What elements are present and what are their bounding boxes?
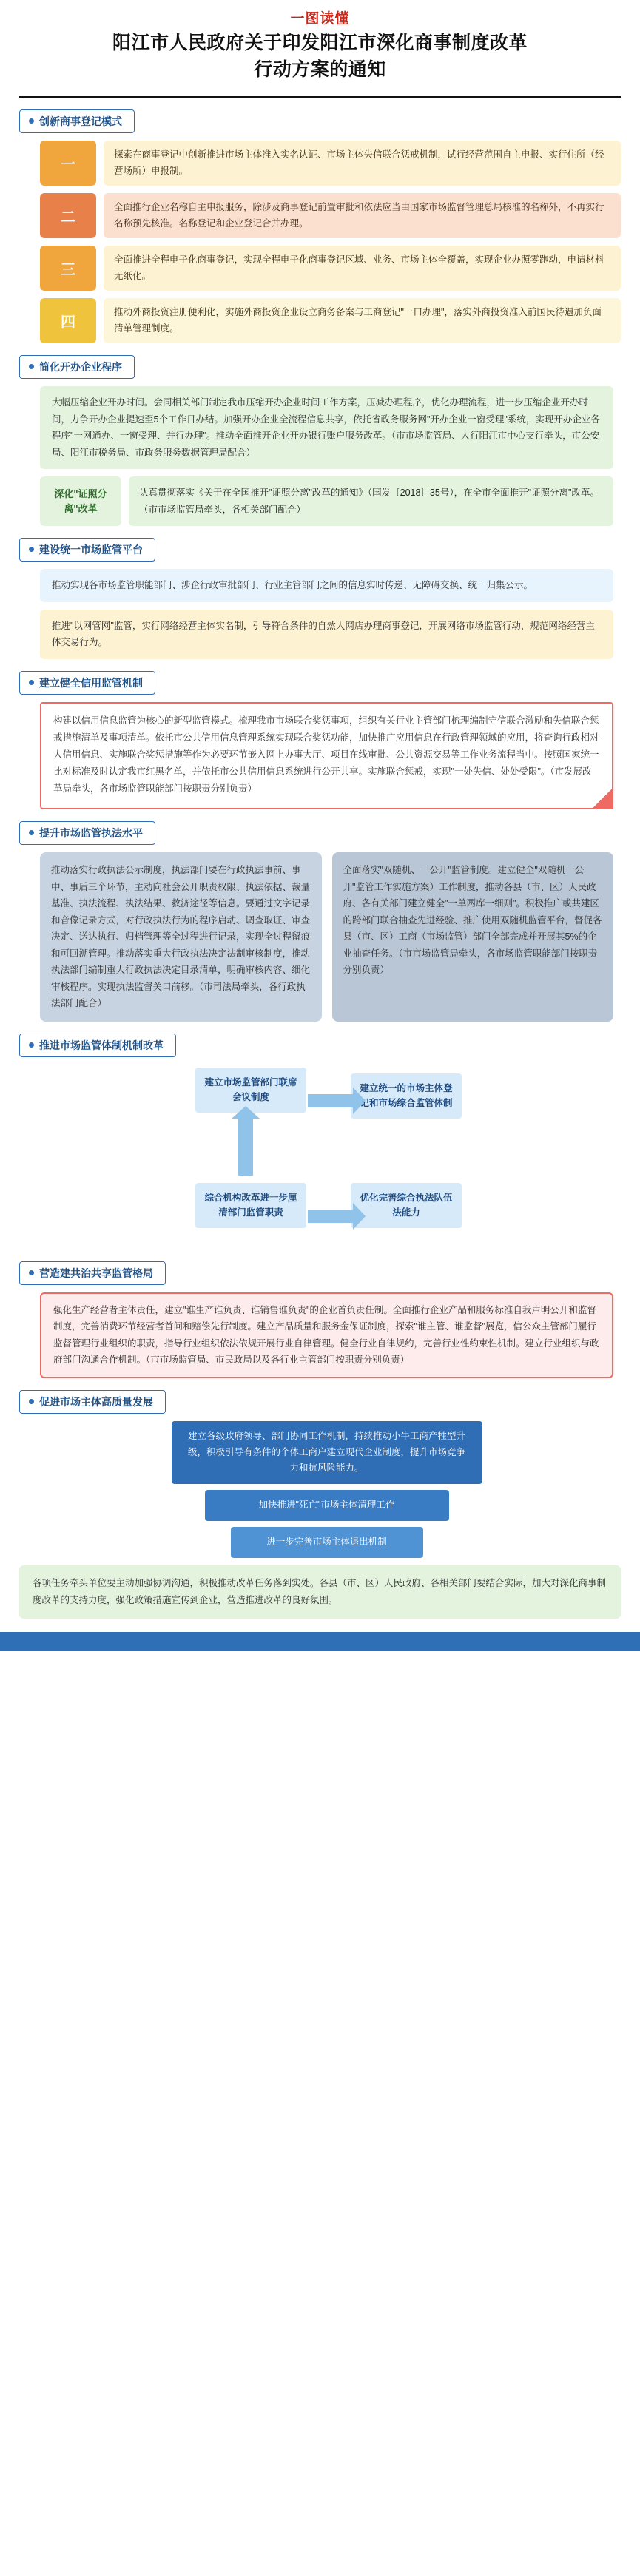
flow-diagram	[40, 1065, 613, 1250]
section-7-body	[19, 1292, 621, 1378]
subitem-label: 深化"证照分离"改革	[40, 476, 121, 526]
section-5-heading	[19, 821, 155, 845]
item-text: 全面推进全程电子化商事登记，实现全程电子化商事登记区域、业务、市场主体全覆盖，实现企业办照零跑动，申请材料无纸化。	[104, 246, 621, 291]
bullet-icon	[29, 1042, 34, 1048]
section-3-heading	[19, 538, 155, 562]
header-divider	[19, 96, 621, 98]
flow-arrow-up-icon	[238, 1118, 253, 1176]
section-1-heading-text: 创新商事登记模式	[39, 115, 122, 127]
bottom-note: 各项任务牵头单位要主动加强协调沟通，积极推动改革任务落到实处。各县（市、区）人民政府、各相关部门要结合实际，加大对深化商事制度改革的支持力度，强化政策措施宣传到企业，营造推进改革的良好氛围。	[19, 1565, 621, 1619]
section-3	[0, 538, 640, 659]
list-item	[40, 141, 621, 186]
item-number-badge: 四	[40, 298, 96, 343]
section-5-column-left: 推动落实行政执法公示制度，执法部门要在行政执法事前、事中、事后三个环节，主动向社会公开职责权限、执法依据、裁量基准、执法流程、执法结果、救济途径等信息。要通过文字记录和音像记录方式，对行政执法行为的程序启动、调查取证、审查决定、送达执行、归档管理等全过程进行记录，实现全过程留痕和可回溯管理。推动落实重大行政执法决定法制审核制度，推动执法部门编制重大行政执法决定目录清单，明确审核内容、细化审核程序。实现执法监督关口前移。（市司法局牵头，各行政执法部门配合）	[40, 852, 322, 1022]
page-title-line1: 阳江市人民政府关于印发阳江市深化商事制度改革	[112, 33, 528, 53]
subitem-text: 认真贯彻落实《关于在全国推开"证照分离"改革的通知》（国发〔2018〕35号），在全市全面推开"证照分离"改革。（市市场监管局牵头，各相关部门配合）	[129, 476, 613, 526]
flow-node-1: 建立市场监管部门联席会议制度	[195, 1068, 306, 1113]
section-6-heading	[19, 1034, 176, 1057]
bullet-icon	[29, 830, 34, 835]
section-2-subitem	[40, 476, 613, 526]
flow-arrow-right-bottom-icon	[308, 1210, 354, 1223]
section-1-body	[19, 141, 621, 343]
item-text: 全面推行企业名称自主申报服务，除涉及商事登记前置审批和依法应当由国家市场监督管理总局核准的名称外，不再实行名称预先核准。名称登记和企业登记合并办理。	[104, 193, 621, 238]
section-2-heading-text: 简化开办企业程序	[39, 361, 122, 373]
page-title-line2: 行动方案的通知	[254, 58, 386, 80]
section-8	[0, 1390, 640, 1558]
section-7-heading	[19, 1261, 166, 1285]
section-7	[0, 1261, 640, 1378]
section-2-paragraph: 大幅压缩企业开办时间。会同相关部门制定我市压缩开办企业时间工作方案，压减办理程序，优化办理流程，进一步压缩企业开办时间，力争开办企业提速至5个工作日办结。加强开办企业全流程信息共享，依托省政务服务网"开办企业一窗受理"系统，实现开办企业各程序"一网通办、一窗受理、并行办理"。推动全面推开企业开办银行账户服务改革。（市市场监管局、人行阳江市中心支行牵头，市公安局、阳江市税务局、市政务服务数据管理局配合）	[40, 386, 613, 469]
bullet-icon	[29, 364, 34, 369]
list-item	[40, 193, 621, 238]
section-7-heading-text: 营造建共治共享监管格局	[39, 1267, 153, 1279]
flow-node-3: 综合机构改革进一步厘清部门监管职责	[195, 1183, 306, 1228]
bullet-icon	[29, 1399, 34, 1404]
section-8-body	[19, 1421, 621, 1558]
bullet-icon	[29, 547, 34, 552]
section-3-card-1: 推动实现各市场监管职能部门、涉企行政审批部门、行业主管部门之间的信息实时传递、无障碍交换、统一归集公示。	[40, 569, 613, 602]
list-item	[40, 298, 621, 343]
section-1	[0, 109, 640, 343]
section-5	[0, 821, 640, 1022]
flow-node-4: 优化完善综合执法队伍法能力	[351, 1183, 462, 1228]
list-item	[40, 246, 621, 291]
page-title	[15, 30, 625, 83]
page-header	[0, 0, 640, 90]
section-2-body	[19, 386, 621, 526]
section-7-card: 强化生产经营者主体责任，建立"谁生产谁负责、谁销售谁负责"的企业首负责任制。全面推行企业产品和服务标准自我声明公开和监督制度，完善消费环节经营者首问和赔偿先行制度。建立产品质量和服务金保证制度，探索"谁主管、谁监督"展览，信公众主管部门履行监督管理行业组织的职责，指导行业组织依法依规开展行业自律管理。健全行业自律规约，完善行业性约束性机制。建立行业组织与政府部门沟通合作机制。（市市场监管局、市民政局以及各行业主管部门按职责分别负责）	[40, 1292, 613, 1378]
section-8-heading-text: 促进市场主体高质量发展	[39, 1395, 153, 1408]
section-4-heading-text: 建立健全信用监管机制	[39, 676, 143, 689]
funnel-step-3: 进一步完善市场主体退出机制	[231, 1527, 423, 1558]
section-6-body	[19, 1065, 621, 1250]
item-number-badge: 一	[40, 141, 96, 186]
section-5-body	[19, 852, 621, 1022]
section-4-body	[19, 702, 621, 810]
section-3-card-2: 推进"以网管网"监管，实行网络经营主体实名制，引导符合条件的自然人网店办理商事登记，开展网络市场监管行动，规范网络经营主体交易行为。	[40, 610, 613, 659]
item-number-badge: 二	[40, 193, 96, 238]
section-4-heading	[19, 671, 155, 695]
section-6	[0, 1034, 640, 1250]
section-2-heading	[19, 355, 135, 379]
eyebrow-label: 一图读懂	[290, 11, 350, 27]
section-5-heading-text: 提升市场监管执法水平	[39, 827, 143, 840]
section-5-columns	[40, 852, 613, 1022]
flow-arrow-right-top-icon	[308, 1094, 354, 1107]
section-8-heading	[19, 1390, 166, 1414]
section-5-column-right: 全面落实"双随机、一公开"监管制度。建立健全"双随机一公开"监管工作实施方案）工作制度，推动各县（市、区）人民政府、各有关部门建立健全"一单两库一细则"。积极推广或共建区的跨部门联合抽查先进经验、推广使用双随机监管平台，督促各县（市、区）工商（市场监管）部门全部完成并开展其5%的企业抽查任务。（市市场监管局牵头，各市场监管职能部门按职责分别负责）	[332, 852, 614, 1022]
bullet-icon	[29, 118, 34, 124]
section-2	[0, 355, 640, 526]
section-4	[0, 671, 640, 810]
funnel-step-2: 加快推进"死亡"市场主体清理工作	[205, 1490, 449, 1521]
section-3-body	[19, 569, 621, 659]
section-1-heading	[19, 109, 135, 133]
section-4-folded-card: 构建以信用信息监管为核心的新型监管模式。梳理我市市场联合奖惩事项，组织有关行业主管部门梳理编制守信联合激励和失信联合惩戒措施清单及事项清单。依托市公共信用信息管理系统实现联合奖惩功能，加快推广应用信息在行政管理领域的应用，将查询行政相对人信用信息、实施联合奖惩措施等作为必要环节嵌入网上办事大厅、项目在线审批、公共资源交易等工作业务流程当中。按照国家统一比对标准及时认定我市红黑名单，并依托市公共信用信息系统进行公开共享。实施联合惩戒，实现"一处失信、处处受限"。（市发展改革局牵头，各市场监管职能部门按职责分别负责）	[40, 702, 613, 810]
item-text: 推动外商投资注册便利化，实施外商投资企业设立商务备案与工商登记"一口办理"，落实外商投资准入前国民待遇加负面清单管理制度。	[104, 298, 621, 343]
bullet-icon	[29, 680, 34, 685]
footer-bar	[0, 1632, 640, 1651]
section-6-heading-text: 推进市场监管体制机制改革	[39, 1039, 164, 1051]
item-text: 探索在商事登记中创新推进市场主体准入实名认证、市场主体失信联合惩戒机制，试行经营范围自主申报、实行住所（经营场所）申报制。	[104, 141, 621, 186]
bullet-icon	[29, 1270, 34, 1275]
section-3-heading-text: 建设统一市场监管平台	[39, 544, 143, 556]
flow-node-2: 建立统一的市场主体登记和市场综合监管体制	[351, 1073, 462, 1119]
item-number-badge: 三	[40, 246, 96, 291]
funnel-step-1: 建立各级政府领导、部门协同工作机制，持续推动小牛工商产牲型升级，积极引导有条件的个体工商户建立现代企业制度，提升市场竞争力和抗风险能力。	[172, 1421, 482, 1485]
funnel-diagram	[40, 1421, 613, 1558]
